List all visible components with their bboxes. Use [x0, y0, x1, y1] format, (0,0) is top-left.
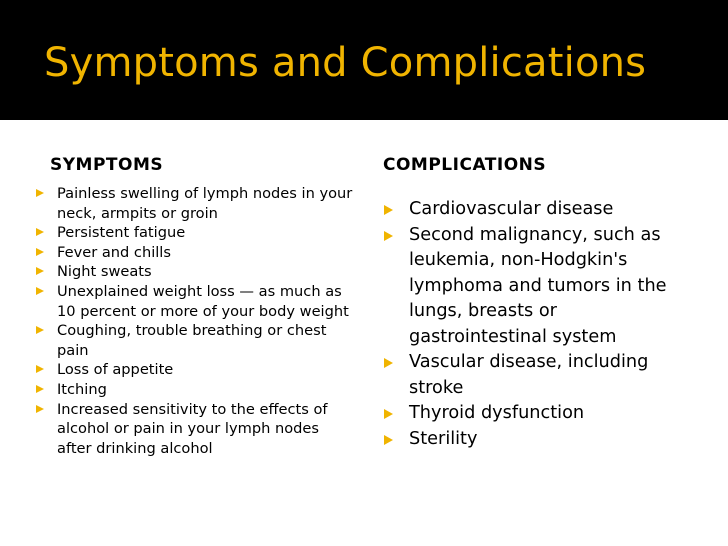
list-item [36, 400, 356, 459]
symptom-text: Itching [57, 380, 107, 398]
complication-text: Cardiovascular disease [409, 199, 614, 219]
bullet-arrow-icon [36, 267, 44, 275]
complication-text: Sterility [409, 428, 478, 449]
bullet-arrow-icon [384, 435, 393, 445]
symptom-text: Night sweats [57, 263, 152, 281]
complications-heading: COMPLICATIONS [383, 155, 547, 175]
symptoms-heading: SYMPTOMS [50, 155, 164, 175]
list-item [36, 360, 356, 380]
symptom-text: Unexplained weight loss — as much as 10 percent or more of your body weight [57, 282, 349, 320]
slide-title: Symptoms and Complications [44, 40, 647, 86]
title-bar [0, 0, 728, 120]
bullet-arrow-icon [384, 358, 393, 368]
bullet-arrow-icon [36, 248, 44, 256]
symptom-text: Persistent fatigue [57, 224, 186, 242]
bullet-arrow-icon [384, 409, 393, 419]
bullet-arrow-icon [36, 189, 44, 197]
list-item [36, 184, 356, 223]
complication-text: Vascular disease, including stroke [409, 352, 649, 398]
bullet-arrow-icon [384, 205, 393, 215]
list-item [384, 223, 684, 351]
complications-list [384, 197, 684, 452]
list-item [384, 427, 684, 453]
bullet-arrow-icon [36, 287, 44, 295]
symptom-text: Loss of appetite [57, 361, 174, 379]
list-item [36, 262, 356, 282]
bullet-arrow-icon [36, 385, 44, 393]
symptom-text: Coughing, trouble breathing or chest pain [57, 322, 327, 359]
symptom-text: Painless swelling of lymph nodes in your neck, armpits or groin [57, 185, 353, 222]
list-item [36, 380, 356, 400]
complication-text: Second malignancy, such as leukemia, non-Hodgkin's lymphoma and tumors in the lungs, breasts or gastrointestinal system [409, 224, 667, 347]
complication-text: Thyroid dysfunction [409, 403, 585, 423]
bullet-arrow-icon [384, 231, 393, 241]
bullet-arrow-icon [36, 405, 44, 413]
list-item [36, 243, 356, 263]
symptom-text: Increased sensitivity to the effects of alcohol or pain in your lymph nodes after drinking alcohol [57, 400, 328, 457]
list-item [384, 401, 684, 427]
symptom-text: Fever and chills [57, 243, 171, 261]
list-item [36, 282, 356, 321]
symptoms-list [36, 184, 356, 458]
bullet-arrow-icon [36, 365, 44, 373]
list-item [36, 223, 356, 243]
list-item [384, 197, 684, 223]
bullet-arrow-icon [36, 326, 44, 334]
list-item [384, 350, 684, 401]
list-item [36, 321, 356, 360]
bullet-arrow-icon [36, 228, 44, 236]
